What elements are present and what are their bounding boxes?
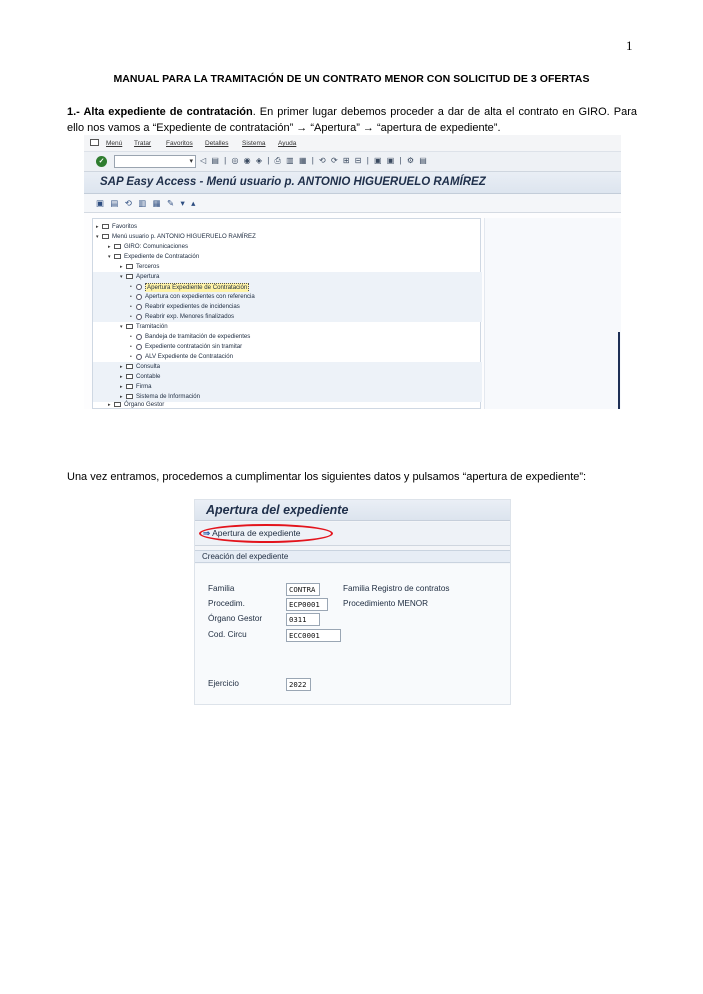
ejercicio-label: Ejercicio [208,679,239,688]
organo-gestor-field[interactable]: 0311 [286,613,320,626]
tree-node-label[interactable]: Consulta [136,363,161,370]
app-toolbar-icons[interactable]: ▣ ▤ ⟲ ▥ ▦ ✎ ▾ ▴ [96,198,198,208]
sap-apertura-screenshot [194,499,511,705]
folder-open-icon [114,254,121,259]
bullet-icon: • [130,334,132,340]
bullet-icon: • [130,354,132,360]
menu-item-sistema[interactable]: Sistema [242,140,266,147]
tree-node-label[interactable]: Favoritos [112,223,138,230]
folder-open-icon [126,274,133,279]
collapse-icon[interactable]: ▾ [108,254,111,260]
folder-icon [126,264,133,269]
command-field[interactable] [114,155,196,168]
expand-icon[interactable]: ▸ [120,384,123,390]
arrow-right-icon: ⇒ [203,528,211,538]
expand-icon[interactable]: ▸ [108,402,111,408]
scrollbar-edge [618,332,620,409]
expand-icon[interactable]: ▸ [96,224,99,230]
expand-icon[interactable]: ▸ [108,244,111,250]
toolbar-icons[interactable]: ◁ ▤ | ◎ ◉ ◈ | ⎙ ▥ ▦ | ⟲ ⟳ ⊞ ⊟ | ▣ ▣ | ⚙ ▤ [200,156,429,165]
tree-node[interactable] [93,362,482,372]
collapse-icon[interactable]: ▾ [96,234,99,240]
folder-open-icon [102,234,109,239]
tree-node[interactable] [93,262,482,272]
sap-menu-tree [92,218,481,409]
sap-titlebar [84,172,621,194]
apertura-button-label: Apertura de expediente [212,528,301,538]
section-title: Creación del expediente [202,552,289,561]
folder-icon [114,402,121,407]
sap-menubar [84,135,621,152]
tree-node[interactable] [93,252,482,262]
tree-node[interactable] [93,312,482,322]
tree-node-label[interactable]: Apertura con expedientes con referencia [145,293,255,300]
document-title: MANUAL PARA LA TRAMITACIÓN DE UN CONTRATO MENOR CON SOLICITUD DE 3 OFERTAS [113,73,590,85]
tree-node-label[interactable]: Terceros [136,263,160,270]
tree-node-selected[interactable] [93,282,482,292]
expand-icon[interactable]: ▸ [120,394,123,400]
folder-icon [126,364,133,369]
transaction-icon [136,354,142,360]
sap-application-toolbar [84,194,621,213]
tree-node-label[interactable]: ALV Expediente de Contratación [145,353,233,360]
tree-node-label[interactable]: Expediente de Contratación [124,253,200,260]
tree-node[interactable] [93,342,482,352]
tree-node[interactable] [93,382,482,392]
menu-item-tratar[interactable]: Tratar [134,140,152,147]
folder-open-icon [126,324,133,329]
procedimiento-field[interactable]: ECP0001 [286,598,328,611]
tree-node-label[interactable]: GIRO: Comunicaciones [124,243,189,250]
familia-description: Familia Registro de contratos [343,584,450,593]
section-1-paragraph [67,105,637,136]
tree-node[interactable] [93,302,482,312]
sap-form-title: Apertura del expediente [206,503,349,517]
sap-form-titlebar [195,500,511,521]
section-1-text: . En primer lugar debemos proceder a dar de alta el contrato en GIRO. Para ello nos vamos a “Expediente de contratación” → “Apertura” → “apertura de expediente”. [67,106,637,134]
transaction-icon [136,334,142,340]
tree-node[interactable] [93,242,482,252]
tree-node[interactable] [93,400,482,409]
expand-icon[interactable]: ▸ [120,264,123,270]
expand-icon[interactable]: ▸ [120,374,123,380]
bullet-icon: • [130,294,132,300]
folder-icon [126,394,133,399]
tree-node-label[interactable]: Bandeja de tramitación de expedientes [145,333,251,340]
menu-item-ayuda[interactable]: Ayuda [278,140,297,147]
transaction-icon [136,314,142,320]
highlight-ellipse [199,524,333,543]
chevron-down-icon[interactable]: ▾ [189,158,193,165]
tree-node[interactable] [93,222,482,232]
folder-icon [102,224,109,229]
collapse-icon[interactable]: ▾ [120,324,123,330]
tree-node-label[interactable]: Firma [136,383,152,390]
collapse-icon[interactable]: ▾ [120,274,123,280]
procedimiento-label: Procedim. [208,599,245,608]
tree-node[interactable] [93,322,482,332]
window-menu-icon[interactable] [90,139,99,146]
sap-right-pane [484,218,621,409]
bullet-icon: • [130,304,132,310]
tree-node-label[interactable]: Apertura Expediente de Contratación [147,283,248,291]
tree-node[interactable] [93,292,482,302]
sap-screen-title: SAP Easy Access - Menú usuario p. ANTONIO HIGUERUELO RAMÍREZ [100,176,486,188]
tree-node[interactable] [93,272,482,282]
sap-easy-access-screenshot [84,135,621,409]
folder-icon [126,374,133,379]
transaction-icon [136,284,142,290]
ejercicio-field[interactable]: 2022 [286,678,311,691]
sap-form-toolbar [195,522,511,546]
tree-node-label[interactable]: Órgano Gestor [124,401,165,408]
tree-node-label[interactable]: Sistema de Información [136,393,201,400]
menu-item-favoritos[interactable]: Favoritos [166,140,193,147]
folder-icon [126,384,133,389]
form-body [195,564,511,705]
folder-icon [114,244,121,249]
tree-node-label[interactable]: Tramitación [136,323,168,330]
tree-node[interactable] [93,372,482,382]
tree-node-label[interactable]: Expediente contratación sin tramitar [145,343,243,350]
tree-node-label[interactable]: Apertura [136,273,160,280]
bullet-icon: • [130,314,132,320]
creacion-section-header [195,550,511,563]
bullet-icon: • [130,344,132,350]
tree-node[interactable] [93,232,482,242]
tree-node-label[interactable]: Contable [136,373,161,380]
organo-gestor-label: Órgano Gestor [208,614,263,623]
checkmark-icon[interactable]: ✓ [96,156,107,167]
expand-icon[interactable]: ▸ [120,364,123,370]
menu-item-menu[interactable]: Menú [106,140,123,147]
section-1-heading: 1.- Alta expediente de contratación [67,106,253,118]
familia-label: Familia [208,584,235,593]
sap-system-toolbar [84,152,621,172]
transaction-icon [136,294,142,300]
tree-node-label[interactable]: Reabrir exp. Menores finalizados [145,313,235,320]
familia-field[interactable]: CONTRA [286,583,320,596]
tree-node[interactable] [93,332,482,342]
tree-node-label[interactable]: Menú usuario p. ANTONIO HIGUERUELO RAMÍREZ [112,233,256,240]
tree-node-label[interactable]: Reabrir expedientes de incidencias [145,303,240,310]
tree-node[interactable] [93,352,482,362]
menu-item-detalles[interactable]: Detalles [205,140,229,147]
cod-circu-label: Cod. Circu [208,630,247,639]
procedimiento-description: Procedimiento MENOR [343,599,429,608]
bullet-icon: • [130,284,132,290]
transaction-icon [136,304,142,310]
transaction-icon [136,344,142,350]
cod-circu-field[interactable]: ECC0001 [286,629,341,642]
paragraph-2: Una vez entramos, procedemos a cumplimentar los siguientes datos y pulsamos “apertura de expediente”: [67,471,587,483]
page-number: 1 [626,38,633,53]
